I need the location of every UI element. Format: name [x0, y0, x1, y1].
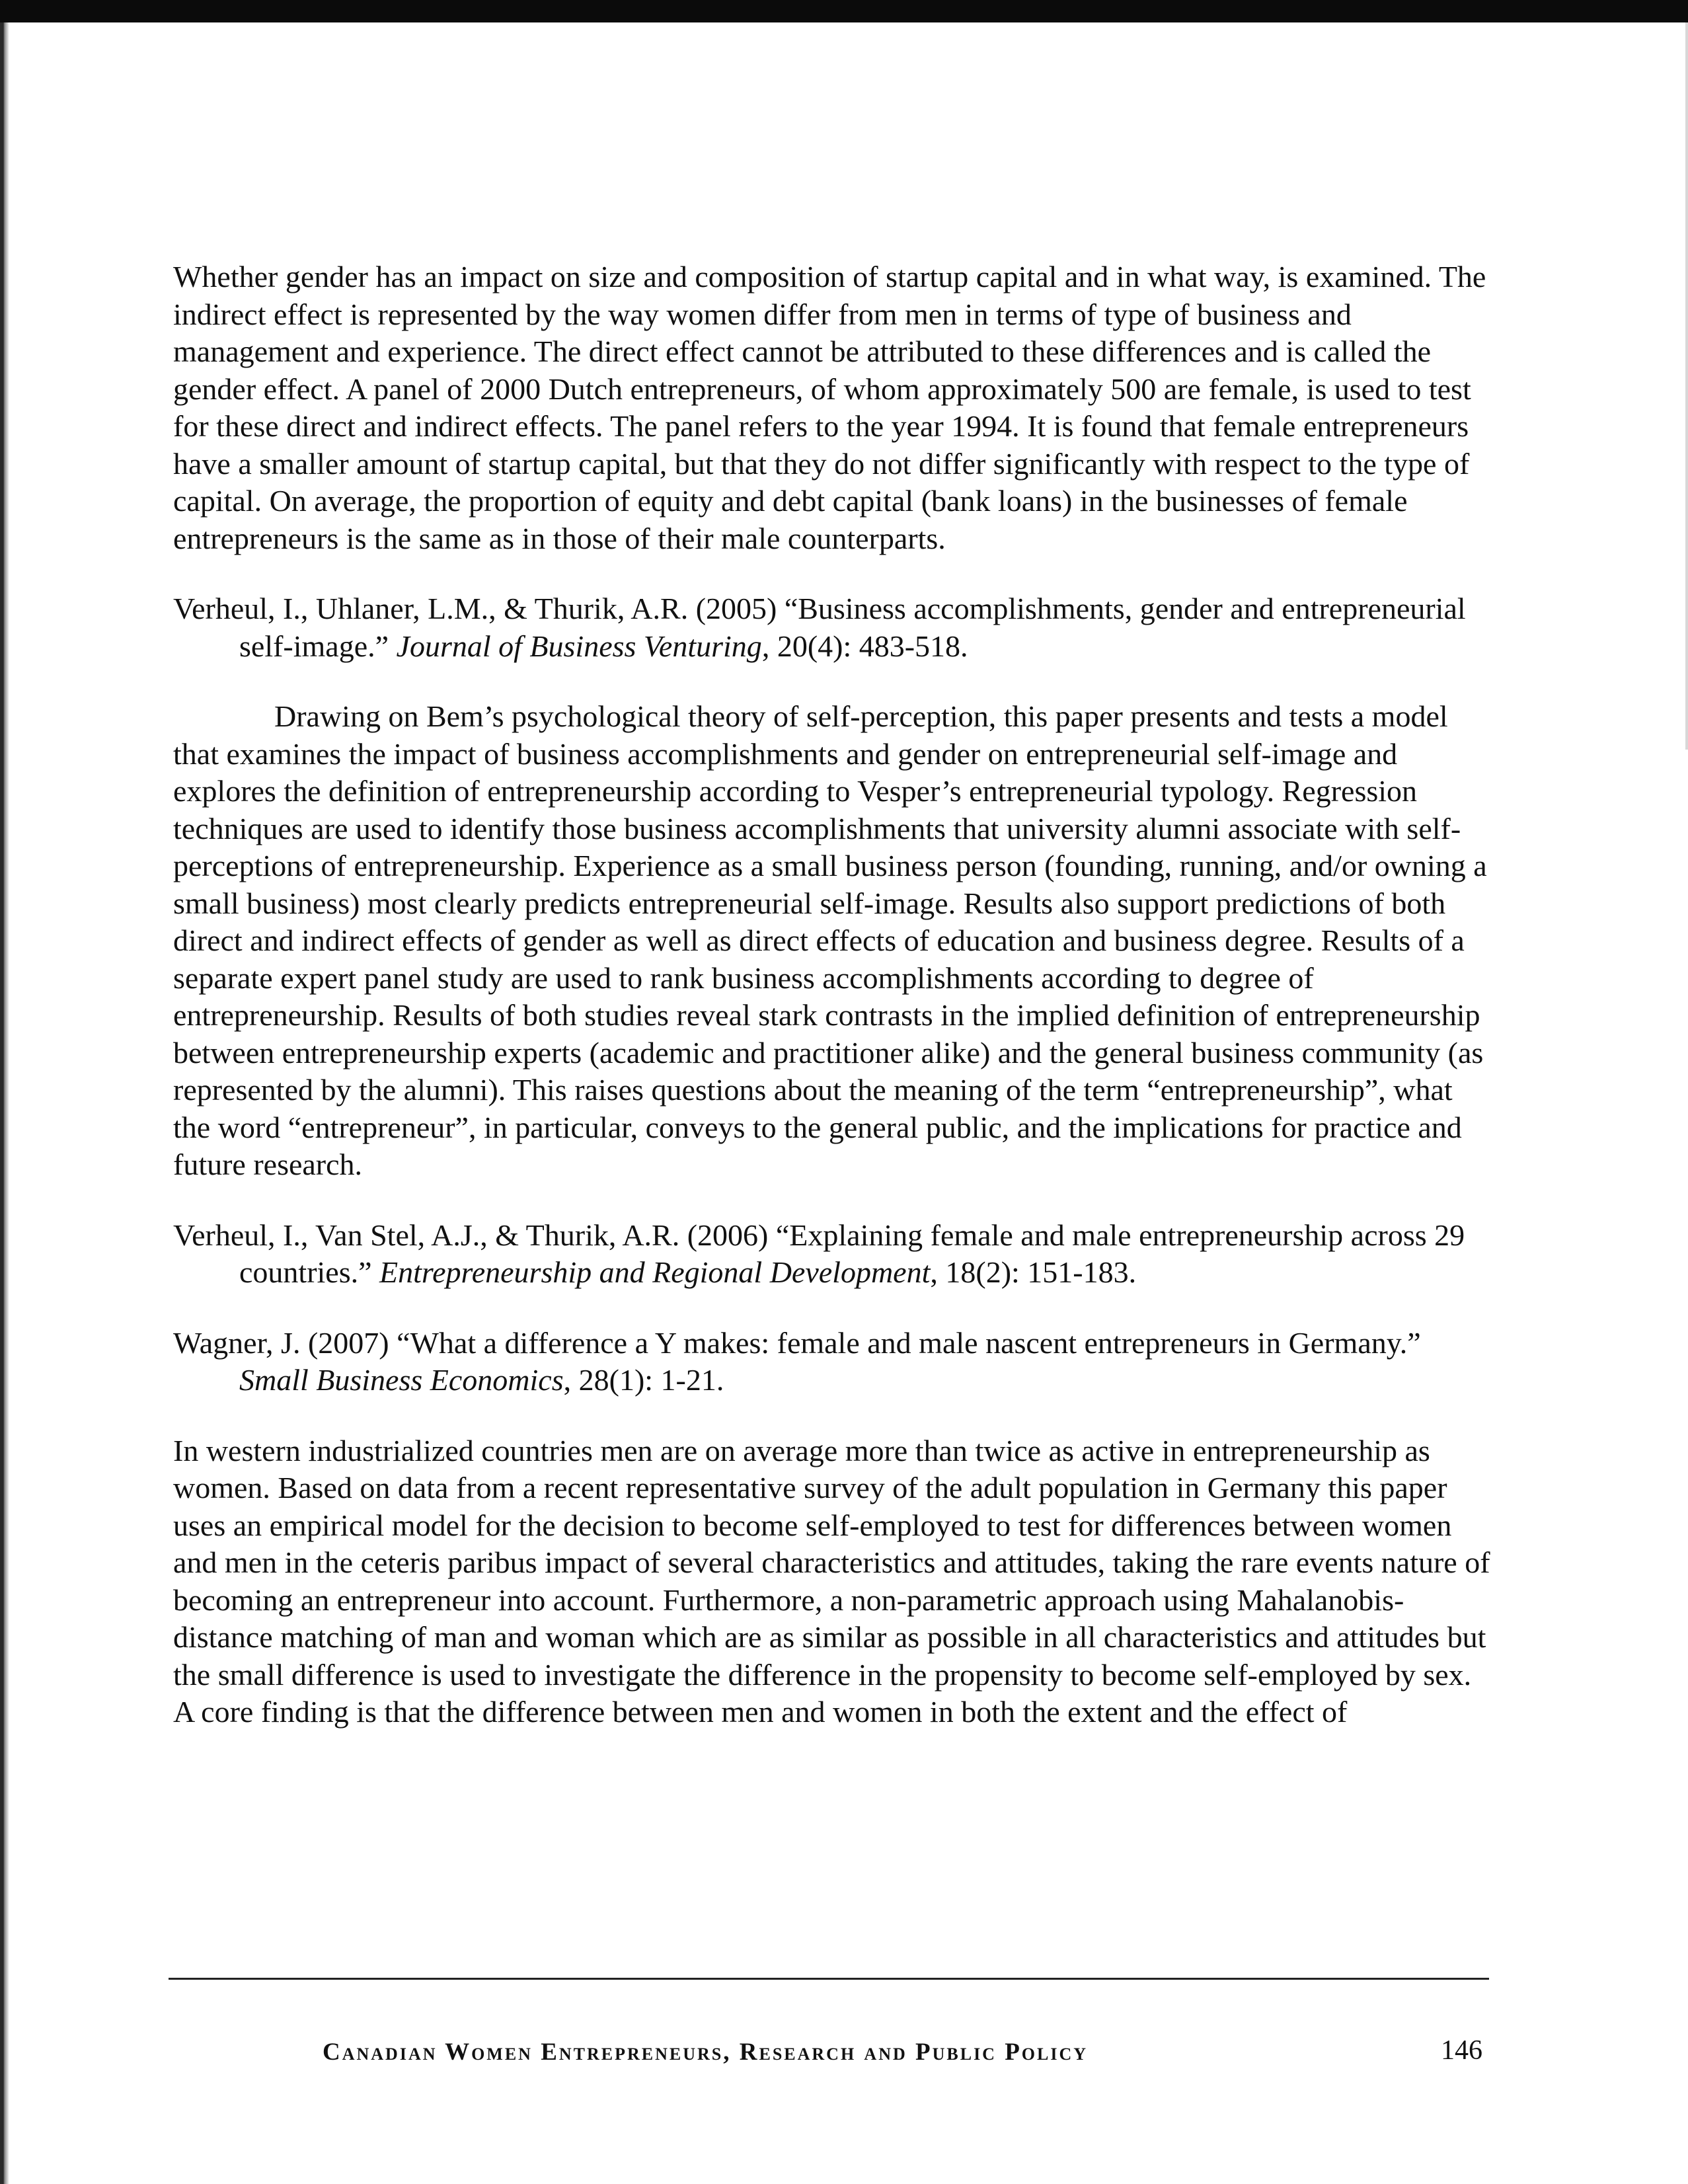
reference-volume-pages: , 18(2): 151-183.	[930, 1255, 1137, 1289]
scan-right-border	[1685, 22, 1688, 750]
scan-left-border	[0, 22, 9, 2184]
abstract-paragraph-2: Drawing on Bem’s psychological theory of self-perception, this paper presents and tests a model that examines the impact of business accomplishments and gender on entrepreneurial self-image and explores the definition of entrepreneurship according to Vesper’s entrepreneurial typology. Regression techniques are used to identify those business accomplishments that university alumni associate with self-perceptions of entrepreneurship. Experience as a small business person (founding, running, and/or owning a small business) most clearly predicts entrepreneurial self-image. Results also support predictions of both direct and indirect effects of gender as well as direct effects of education and business degree. Results of a separate expert panel study are used to rank business accomplishments according to degree of entrepreneurship. Results of both studies reveal stark contrasts in the implied definition of entrepreneurship between entrepreneurship experts (academic and practitioner alike) and the general business community (as represented by the alumni). This raises questions about the meaning of the term “entrepreneurship”, what the word “entrepreneur”, in particular, conveys to the general public, and the implications for practice and future research.	[173, 699, 1487, 1181]
reference-entry-verheul-2006	[173, 1217, 1495, 1292]
footer-divider	[169, 1978, 1489, 1980]
reference-entry-verheul-2005	[173, 590, 1495, 665]
reference-authors-title: Verheul, I., Uhlaner, L.M., & Thurik, A.R. (2005) “Business accomplishments, gender and entrepreneurial self-image.”	[173, 592, 1466, 663]
reference-volume-pages: , 28(1): 1-21.	[563, 1363, 724, 1397]
reference-entry-wagner-2007	[173, 1325, 1495, 1399]
scan-top-border	[0, 0, 1688, 22]
reference-authors-title: Verheul, I., Van Stel, A.J., & Thurik, A.R. (2006) “Explaining female and male entrepreneurship across 29 countries.”	[173, 1218, 1465, 1289]
reference-journal: Journal of Business Venturing	[396, 629, 762, 663]
abstract-paragraph-1: Whether gender has an impact on size and composition of startup capital and in what way, is examined. The indirect effect is represented by the way women differ from men in terms of type of business and management and experience. The direct effect cannot be attributed to these differences and is called the gender effect. A panel of 2000 Dutch entrepreneurs, of whom approximately 500 are female, is used to test for these direct and indirect effects. The panel refers to the year 1994. It is found that female entrepreneurs have a smaller amount of startup capital, but that they do not differ significantly with respect to the type of capital. On average, the proportion of equity and debt capital (bank loans) in the businesses of female entrepreneurs is the same as in those of their male counterparts.	[173, 260, 1486, 555]
page-number: 146	[1441, 2035, 1482, 2066]
page-body	[173, 258, 1495, 1764]
abstract-paragraph-3: In western industrialized countries men are on average more than twice as active in entrepreneurship as women. Based on data from a recent representative survey of the adult population in Germany this paper uses an empirical model for the decision to become self-employed to test for differences between women and men in the ceteris paribus impact of several characteristics and attitudes, taking the rare events nature of becoming an entrepreneur into account. Furthermore, a non-parametric approach using Mahalanobis-distance matching of man and woman which are as similar as possible in all characteristics and attitudes but the small difference is used to investigate the difference in the propensity to become self-employed by sex. A core finding is that the difference between men and women in both the extent and the effect of	[173, 1433, 1490, 1729]
reference-journal: Small Business Economics	[239, 1363, 564, 1397]
reference-authors-title: Wagner, J. (2007) “What a difference a Y makes: female and male nascent entrepreneurs in Germany.”	[173, 1325, 1421, 1360]
reference-volume-pages: , 20(4): 483-518.	[761, 629, 968, 663]
running-footer-title: Canadian Women Entrepreneurs, Research and Public Policy	[323, 2039, 1089, 2066]
reference-journal: Entrepreneurship and Regional Development	[379, 1255, 931, 1289]
